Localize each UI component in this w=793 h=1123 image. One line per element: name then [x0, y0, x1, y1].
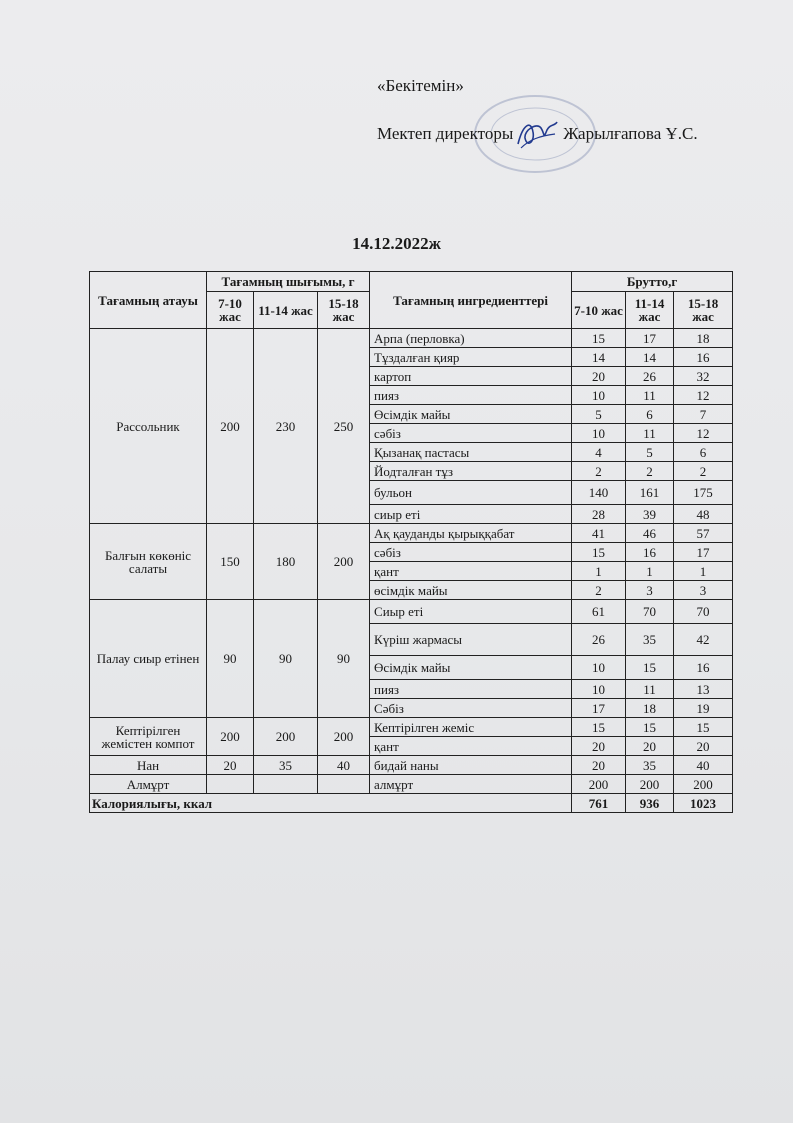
- gross-value: 1: [626, 562, 674, 581]
- dish-name: Балғын көкөніс салаты: [90, 524, 207, 600]
- header-yield: Тағамның шығымы, г: [207, 272, 370, 292]
- approval-heading: «Бекітемін»: [377, 76, 464, 95]
- dish-yield: 250: [318, 329, 370, 524]
- table-row: [90, 329, 733, 348]
- dish-yield: 230: [254, 329, 318, 524]
- gross-value: 20: [572, 756, 626, 775]
- dish-name: Кептірілген жемістен компот: [90, 718, 207, 756]
- gross-value: 20: [674, 737, 733, 756]
- gross-value: 19: [674, 699, 733, 718]
- ingredient-name: Сиыр еті: [370, 600, 572, 624]
- dish-yield: 200: [318, 524, 370, 600]
- gross-value: 17: [572, 699, 626, 718]
- gross-value: 20: [572, 737, 626, 756]
- gross-value: 200: [626, 775, 674, 794]
- gross-value: 3: [674, 581, 733, 600]
- gross-value: 2: [674, 462, 733, 481]
- header-gross-age-15-18: 15-18 жас: [674, 292, 733, 329]
- gross-value: 17: [626, 329, 674, 348]
- gross-value: 70: [626, 600, 674, 624]
- table-row: [90, 756, 733, 775]
- dish-yield: 90: [254, 600, 318, 718]
- table-row: [90, 775, 733, 794]
- gross-value: 13: [674, 680, 733, 699]
- menu-date: 14.12.2022ж: [352, 234, 441, 253]
- header-dish-name: Тағамның атауы: [90, 272, 207, 329]
- gross-value: 2: [626, 462, 674, 481]
- ingredient-name: сәбіз: [370, 543, 572, 562]
- gross-value: 18: [674, 329, 733, 348]
- gross-value: 48: [674, 505, 733, 524]
- gross-value: 35: [626, 624, 674, 656]
- ingredient-name: Тұздалған қияр: [370, 348, 572, 367]
- signature: [515, 118, 561, 152]
- gross-value: 42: [674, 624, 733, 656]
- gross-value: 14: [572, 348, 626, 367]
- ingredient-name: Өсімдік майы: [370, 656, 572, 680]
- ingredient-name: Кептірілген жеміс: [370, 718, 572, 737]
- ingredient-name: өсімдік майы: [370, 581, 572, 600]
- gross-value: 11: [626, 424, 674, 443]
- dish-yield: [318, 775, 370, 794]
- gross-value: 11: [626, 386, 674, 405]
- dish-name: Палау сиыр етінен: [90, 600, 207, 718]
- dish-yield: 200: [254, 718, 318, 756]
- gross-value: 16: [626, 543, 674, 562]
- gross-value: 15: [572, 543, 626, 562]
- total-value: 1023: [674, 794, 733, 813]
- gross-value: 35: [626, 756, 674, 775]
- gross-value: 1: [674, 562, 733, 581]
- gross-value: 5: [572, 405, 626, 424]
- ingredient-name: пияз: [370, 680, 572, 699]
- ingredient-name: алмұрт: [370, 775, 572, 794]
- gross-value: 17: [674, 543, 733, 562]
- header-gross: Брутто,г: [572, 272, 733, 292]
- gross-value: 10: [572, 386, 626, 405]
- table-row: [90, 600, 733, 624]
- gross-value: 5: [626, 443, 674, 462]
- director-title: Мектеп директоры: [377, 123, 514, 143]
- gross-value: 10: [572, 680, 626, 699]
- header-gross-age-7-10: 7-10 жас: [572, 292, 626, 329]
- gross-value: 16: [674, 656, 733, 680]
- gross-value: 14: [626, 348, 674, 367]
- director-line: [377, 118, 698, 152]
- dish-name: Рассольник: [90, 329, 207, 524]
- gross-value: 12: [674, 424, 733, 443]
- dish-yield: 90: [207, 600, 254, 718]
- total-value: 761: [572, 794, 626, 813]
- gross-value: 18: [626, 699, 674, 718]
- dish-yield: [254, 775, 318, 794]
- gross-value: 2: [572, 462, 626, 481]
- ingredient-name: картоп: [370, 367, 572, 386]
- gross-value: 7: [674, 405, 733, 424]
- gross-value: 20: [572, 367, 626, 386]
- header-ingredients: Тағамның ингредиенттері: [370, 272, 572, 329]
- ingredient-name: Сәбіз: [370, 699, 572, 718]
- dish-yield: 35: [254, 756, 318, 775]
- gross-value: 1: [572, 562, 626, 581]
- gross-value: 39: [626, 505, 674, 524]
- dish-yield: 40: [318, 756, 370, 775]
- ingredient-name: пияз: [370, 386, 572, 405]
- dish-yield: 200: [207, 718, 254, 756]
- gross-value: 200: [674, 775, 733, 794]
- ingredient-name: Ақ қауданды қырыққабат: [370, 524, 572, 543]
- gross-value: 32: [674, 367, 733, 386]
- header-gross-age-11-14: 11-14 жас: [626, 292, 674, 329]
- gross-value: 2: [572, 581, 626, 600]
- gross-value: 6: [674, 443, 733, 462]
- dish-yield: 180: [254, 524, 318, 600]
- ingredient-name: Йодталған тұз: [370, 462, 572, 481]
- ingredient-name: Арпа (перловка): [370, 329, 572, 348]
- menu-table: [89, 271, 733, 813]
- gross-value: 15: [626, 656, 674, 680]
- gross-value: 10: [572, 424, 626, 443]
- gross-value: 11: [626, 680, 674, 699]
- dish-name: Алмұрт: [90, 775, 207, 794]
- gross-value: 16: [674, 348, 733, 367]
- ingredient-name: Қызанақ пастасы: [370, 443, 572, 462]
- gross-value: 4: [572, 443, 626, 462]
- ingredient-name: Күріш жармасы: [370, 624, 572, 656]
- director-name: Жарылғапова Ұ.С.: [563, 123, 698, 143]
- gross-value: 41: [572, 524, 626, 543]
- dish-yield: 200: [207, 329, 254, 524]
- gross-value: 70: [674, 600, 733, 624]
- dish-yield: [207, 775, 254, 794]
- gross-value: 15: [674, 718, 733, 737]
- ingredient-name: сәбіз: [370, 424, 572, 443]
- gross-value: 200: [572, 775, 626, 794]
- gross-value: 46: [626, 524, 674, 543]
- gross-value: 28: [572, 505, 626, 524]
- dish-yield: 20: [207, 756, 254, 775]
- header-yield-age-11-14: 11-14 жас: [254, 292, 318, 329]
- gross-value: 15: [572, 329, 626, 348]
- gross-value: 20: [626, 737, 674, 756]
- gross-value: 61: [572, 600, 626, 624]
- gross-value: 40: [674, 756, 733, 775]
- dish-yield: 90: [318, 600, 370, 718]
- gross-value: 15: [572, 718, 626, 737]
- dish-yield: 150: [207, 524, 254, 600]
- gross-value: 12: [674, 386, 733, 405]
- gross-value: 26: [626, 367, 674, 386]
- header-yield-age-15-18: 15-18 жас: [318, 292, 370, 329]
- gross-value: 140: [572, 481, 626, 505]
- gross-value: 10: [572, 656, 626, 680]
- total-value: 936: [626, 794, 674, 813]
- gross-value: 6: [626, 405, 674, 424]
- total-label: Калориялығы, ккал: [90, 794, 572, 813]
- ingredient-name: бидай наны: [370, 756, 572, 775]
- dish-yield: 200: [318, 718, 370, 756]
- ingredient-name: сиыр еті: [370, 505, 572, 524]
- table-row-total: [90, 794, 733, 813]
- gross-value: 26: [572, 624, 626, 656]
- gross-value: 175: [674, 481, 733, 505]
- ingredient-name: қант: [370, 562, 572, 581]
- ingredient-name: бульон: [370, 481, 572, 505]
- gross-value: 161: [626, 481, 674, 505]
- dish-name: Нан: [90, 756, 207, 775]
- gross-value: 57: [674, 524, 733, 543]
- table-row: [90, 718, 733, 737]
- table-row: [90, 524, 733, 543]
- ingredient-name: Өсімдік майы: [370, 405, 572, 424]
- ingredient-name: қант: [370, 737, 572, 756]
- gross-value: 3: [626, 581, 674, 600]
- gross-value: 15: [626, 718, 674, 737]
- header-yield-age-7-10: 7-10 жас: [207, 292, 254, 329]
